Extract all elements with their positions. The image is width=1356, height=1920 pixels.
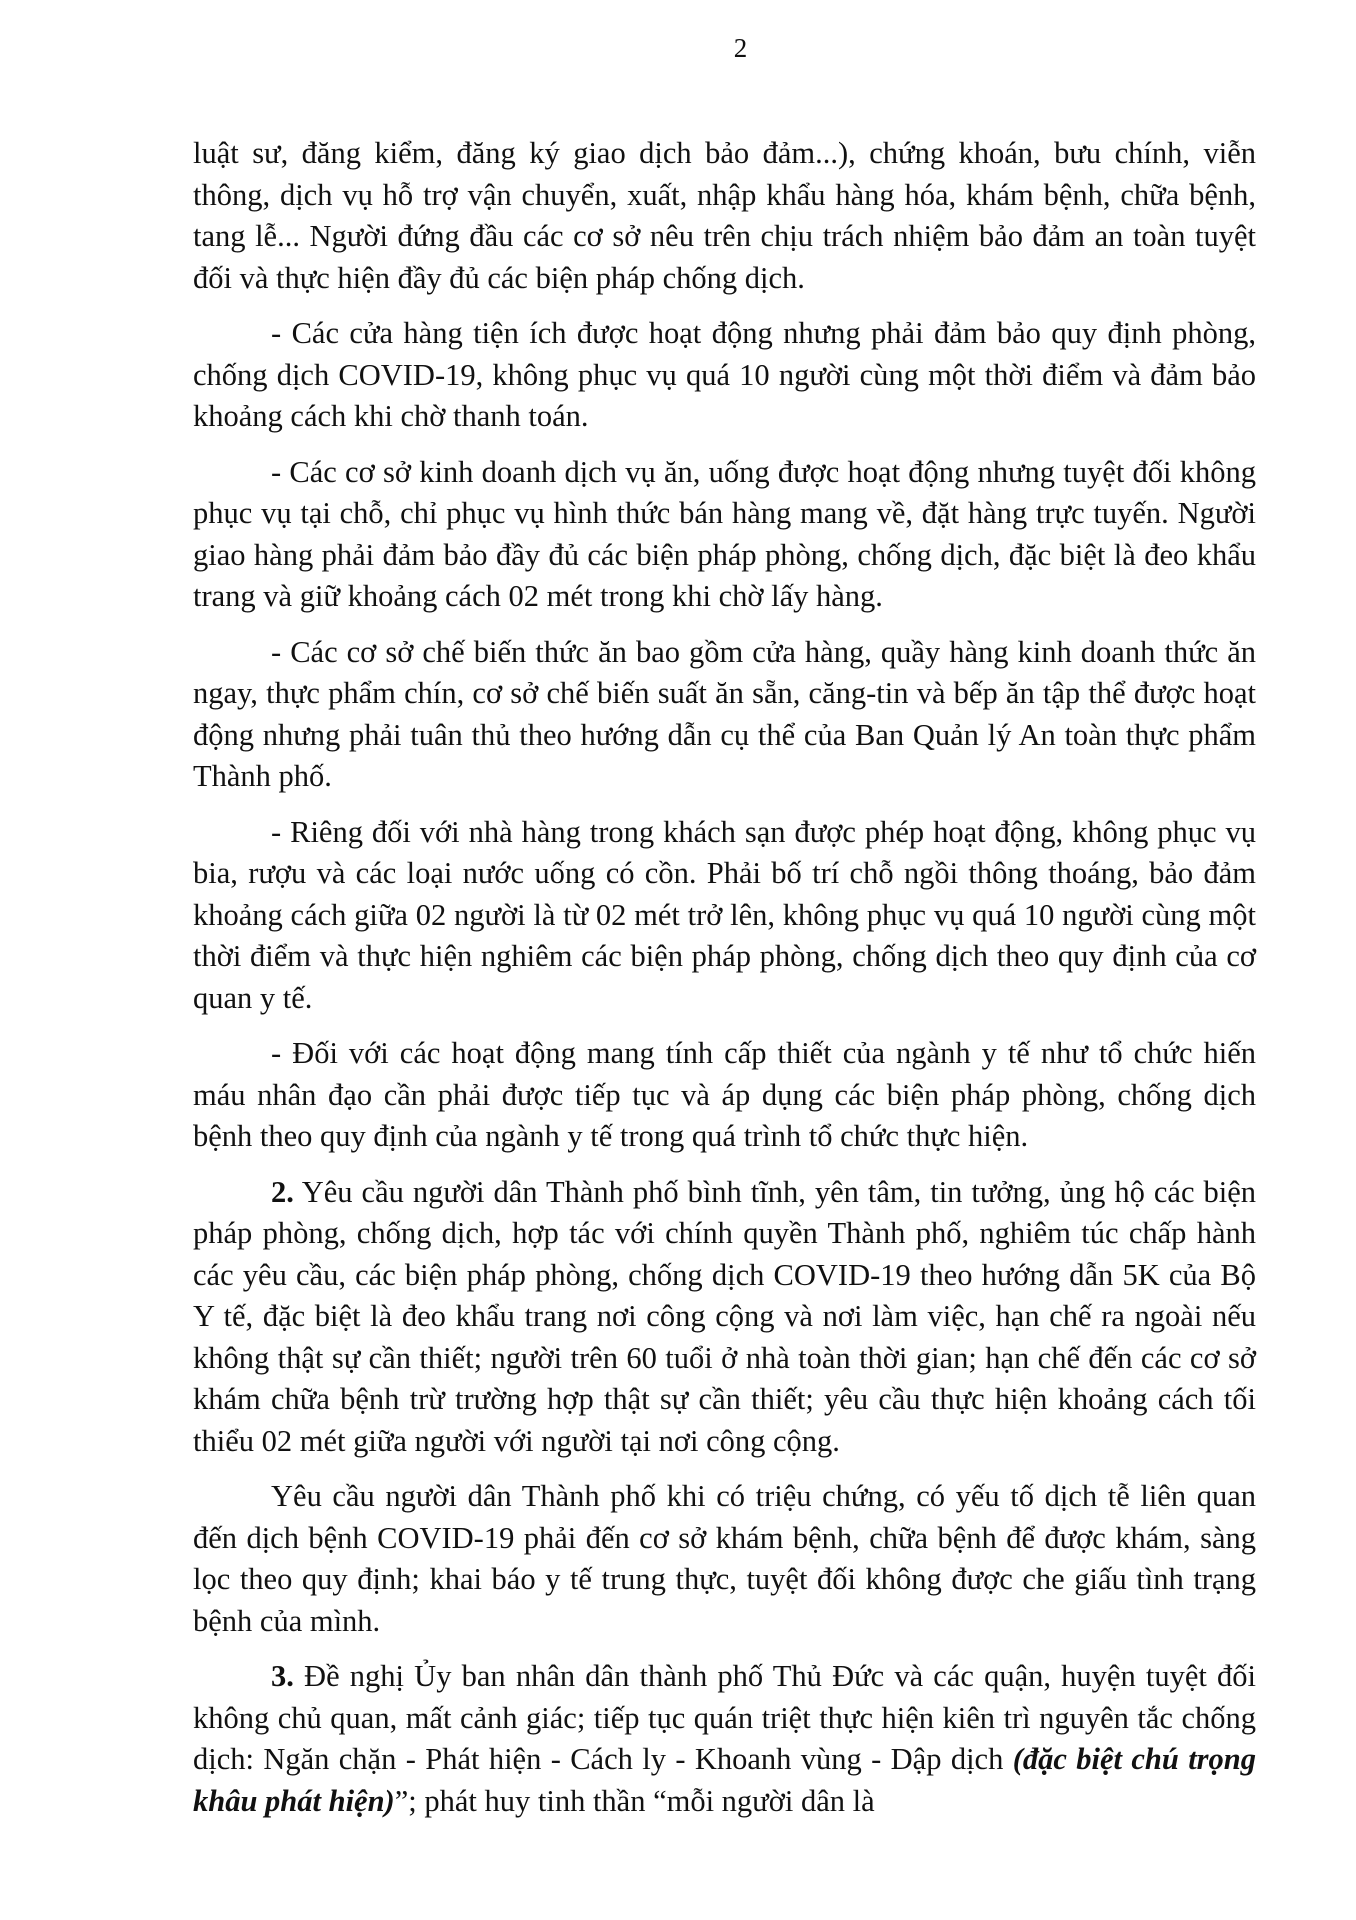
paragraph-convenience-stores: - Các cửa hàng tiện ích được hoạt động nhưng phải đảm bảo quy định phòng, chống dịch COVID-19, không phục vụ quá 10 người cùng một thời điểm và đảm bảo khoảng cách khi chờ thanh toán. (193, 316, 1256, 433)
paragraph-item-3: 3. Đề nghị Ủy ban nhân dân thành phố Thủ Đức và các quận, huyện tuyệt đối không chủ quan, mất cảnh giác; tiếp tục quán triệt thực hiện kiên trì nguyên tắc chống dịch: Ngăn chặn - Phát hiện - Cách ly - Khoanh vùng - Dập dịch (đặc biệt chú trọng khâu phát hiện)”; phát huy tinh thần “mỗi người dân là (193, 1659, 1257, 1818)
paragraph-item-2: 2. Yêu cầu người dân Thành phố bình tĩnh, yên tâm, tin tưởng, ủng hộ các biện pháp phòng, chống dịch, hợp tác với chính quyền Thành phố, nghiêm túc chấp hành các yêu cầu, các biện pháp phòng, chống dịch COVID-19 theo hướng dẫn 5K của Bộ Y tế, đặc biệt là đeo khẩu trang nơi công cộng và nơi làm việc, hạn chế ra ngoài nếu không thật sự cần thiết; người trên 60 tuổi ở nhà toàn thời gian; hạn chế đến các cơ sở khám chữa bệnh trừ trường hợp thật sự cần thiết; yêu cầu thực hiện khoảng cách tối thiểu 02 mét giữa người với người tại nơi công cộng. (193, 1174, 1256, 1458)
paragraph-food-services: - Các cơ sở kinh doanh dịch vụ ăn, uống được hoạt động nhưng tuyệt đối không phục vụ tại chỗ, chỉ phục vụ hình thức bán hàng mang về, đặt hàng trực tuyến. Người giao hàng phải đảm bảo đầy đủ các biện pháp phòng, chống dịch, đặc biệt là đeo khẩu trang và giữ khoảng cách 02 mét trong khi chờ lấy hàng. (193, 454, 1256, 613)
paragraph-blood-donation: - Đối với các hoạt động mang tính cấp thiết của ngành y tế như tổ chức hiến máu nhân đạo cần phải được tiếp tục và áp dụng các biện pháp phòng, chống dịch bệnh theo quy định của ngành y tế trong quá trình tổ chức thực hiện. (193, 1036, 1256, 1153)
item-number: 3. (271, 1659, 294, 1693)
emphasis-text: (đặc biệt chú trọng khâu phát hiện) (193, 1742, 1257, 1818)
paragraph-continuation: luật sư, đăng kiểm, đăng ký giao dịch bảo đảm...), chứng khoán, bưu chính, viễn thông, dịch vụ hỗ trợ vận chuyển, xuất, nhập khẩu hàng hóa, khám bệnh, chữa bệnh, tang lễ... Người đứng đầu các cơ sở nêu trên chịu trách nhiệm bảo đảm an toàn tuyệt đối và thực hiện đầy đủ các biện pháp chống dịch. (193, 136, 1256, 295)
item-number: 2. (271, 1174, 294, 1209)
page-number: 2 (733, 33, 748, 63)
paragraph-symptoms: Yêu cầu người dân Thành phố khi có triệu chứng, có yếu tố dịch tễ liên quan đến dịch bệnh COVID-19 phải đến cơ sở khám bệnh, chữa bệnh để được khám, sàng lọc theo quy định; khai báo y tế trung thực, tuyệt đối không được che giấu tình trạng bệnh của mình. (193, 1479, 1256, 1638)
paragraph-hotel-restaurants: - Riêng đối với nhà hàng trong khách sạn được phép hoạt động, không phục vụ bia, rượu và các loại nước uống có cồn. Phải bố trí chỗ ngồi thông thoáng, bảo đảm khoảng cách giữa 02 người là từ 02 mét trở lên, không phục vụ quá 10 người cùng một thời điểm và thực hiện nghiêm các biện pháp phòng, chống dịch theo quy định của cơ quan y tế. (193, 814, 1256, 1015)
paragraph-food-processing: - Các cơ sở chế biến thức ăn bao gồm cửa hàng, quầy hàng kinh doanh thức ăn ngay, thực phẩm chín, cơ sở chế biến suất ăn sẵn, căng-tin và bếp ăn tập thể được hoạt động nhưng phải tuân thủ theo hướng dẫn cụ thể của Ban Quản lý An toàn thực phẩm Thành phố. (193, 634, 1256, 793)
